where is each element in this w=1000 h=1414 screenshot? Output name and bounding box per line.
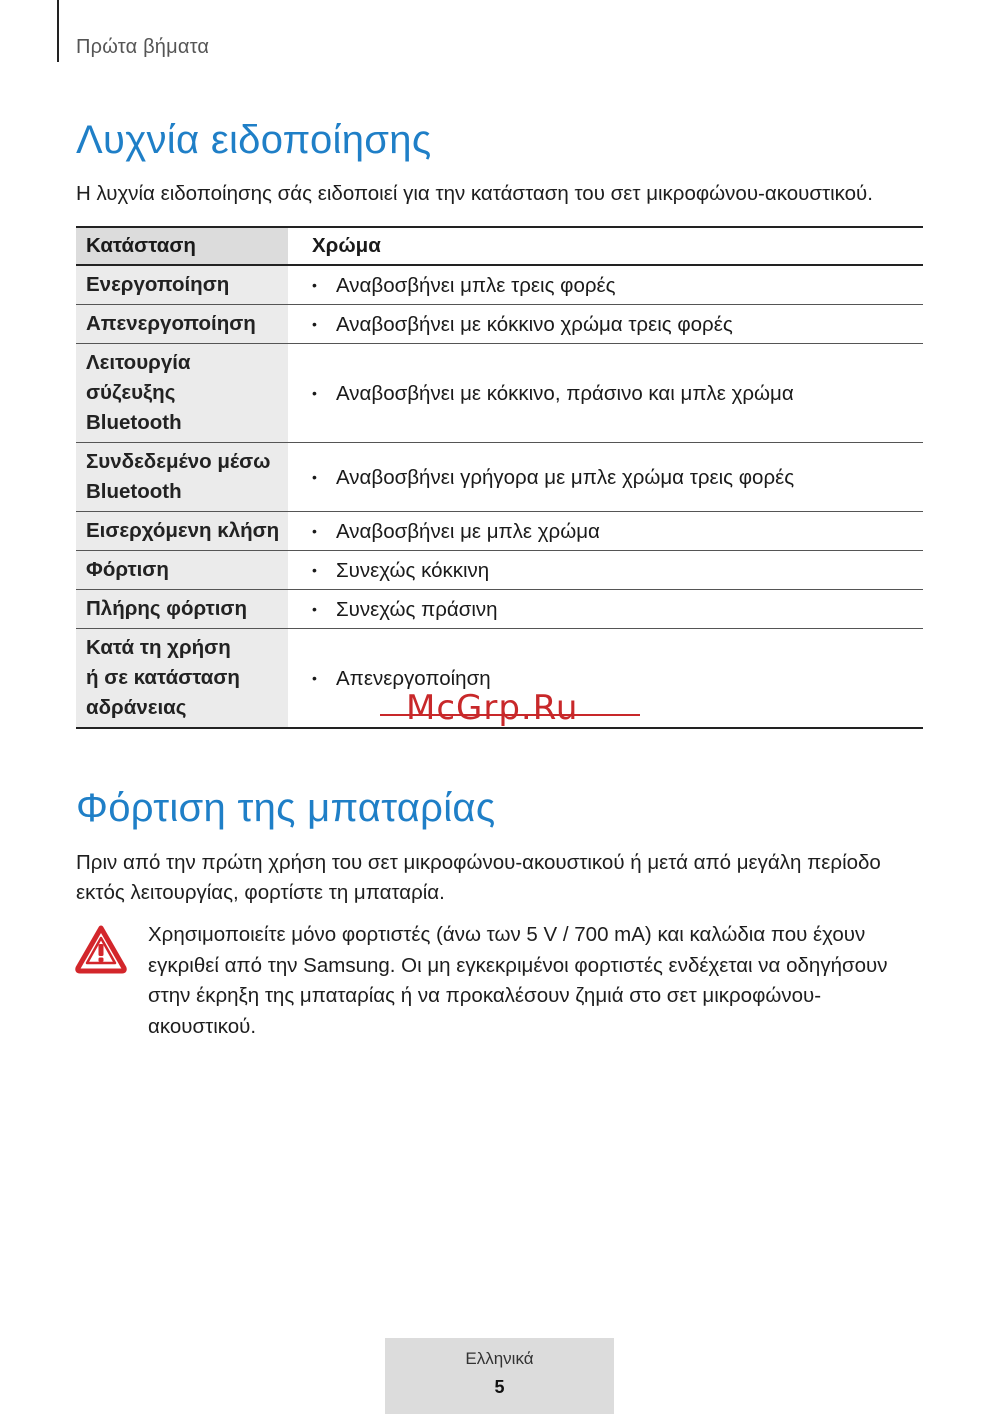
- watermark-text: McGrp.Ru: [406, 688, 579, 728]
- warning-triangle-icon: [74, 924, 128, 974]
- status-cell: [76, 344, 288, 443]
- color-text: Συνεχώς πράσινη: [336, 597, 498, 621]
- led-section-intro: Η λυχνία ειδοποίησης σάς ειδοποιεί για την κατάσταση του σετ μικροφώνου-ακουστικού.: [76, 182, 873, 205]
- color-cell: [288, 443, 923, 512]
- table-row: [76, 265, 923, 305]
- status-line: Απενεργοποίηση: [86, 312, 256, 335]
- margin-rule: [57, 0, 59, 62]
- intro-line: εκτός λειτουργίας, φορτίστε τη μπαταρία.: [76, 881, 445, 904]
- status-cell: [76, 551, 288, 590]
- watermark: [380, 686, 640, 736]
- status-line: Πλήρης φόρτιση: [86, 597, 247, 620]
- color-cell: [288, 265, 923, 305]
- status-line: Κατά τη χρήση: [86, 636, 231, 659]
- status-cell: [76, 265, 288, 305]
- section-header: Πρώτα βήματα: [76, 36, 210, 58]
- status-cell: [76, 629, 288, 729]
- charging-section-title: Φόρτιση της μπαταρίας: [76, 786, 496, 830]
- color-cell: [288, 551, 923, 590]
- status-line: αδράνειας: [86, 696, 187, 719]
- status-line: Συνδεδεμένο μέσω: [86, 450, 271, 473]
- warning-line: στην έκρηξη της μπαταρίας ή να προκαλέσουν ζημιά στο σετ μικροφώνου-: [148, 984, 822, 1007]
- color-text: Αναβοσβήνει με κόκκινο, πράσινο και μπλε χρώμα: [336, 381, 794, 405]
- warning-line: Χρησιμοποιείτε μόνο φορτιστές (άνω των 5 V / 700 mA) και καλώδια που έχουν: [148, 923, 866, 946]
- column-header-status: Κατάσταση: [76, 227, 288, 265]
- status-line: σύζευξης: [86, 381, 176, 404]
- bullet-icon: •: [312, 522, 317, 539]
- status-cell: [76, 512, 288, 551]
- status-line: Bluetooth: [86, 480, 182, 503]
- color-cell: [288, 590, 923, 629]
- bullet-icon: •: [312, 669, 317, 686]
- table-row: [76, 512, 923, 551]
- bullet-icon: •: [312, 315, 317, 332]
- status-line: Εισερχόμενη κλήση: [86, 519, 280, 542]
- status-cell: [76, 443, 288, 512]
- status-line: Φόρτιση: [86, 558, 169, 581]
- warning-line: εγκριθεί από την Samsung. Οι μη εγκεκριμένοι φορτιστές ενδέχεται να οδηγήσουν: [148, 953, 888, 977]
- bullet-icon: •: [312, 600, 317, 617]
- color-cell: [288, 344, 923, 443]
- warning-text: [148, 920, 908, 1042]
- status-line: Ενεργοποίηση: [86, 273, 230, 296]
- color-text: Αναβοσβήνει με μπλε χρώμα: [336, 519, 600, 543]
- table-row: [76, 590, 923, 629]
- color-text: Αναβοσβήνει με κόκκινο χρώμα τρεις φορές: [336, 312, 733, 336]
- intro-line: Πριν από την πρώτη χρήση του σετ μικροφώνου-ακουστικού ή μετά από μεγάλη περίοδο: [76, 851, 881, 874]
- charging-section-intro: [76, 848, 936, 908]
- status-line: Bluetooth: [86, 411, 182, 434]
- table-row: [76, 305, 923, 344]
- color-text: Αναβοσβήνει γρήγορα με μπλε χρώμα τρεις φορές: [336, 465, 795, 489]
- bullet-icon: •: [312, 561, 317, 578]
- table-row: [76, 551, 923, 590]
- led-status-table: [76, 226, 923, 729]
- status-cell: [76, 305, 288, 344]
- color-cell: [288, 305, 923, 344]
- bullet-icon: •: [312, 276, 317, 293]
- status-cell: [76, 590, 288, 629]
- status-line: ή σε κατάσταση: [86, 666, 240, 689]
- led-section-title: Λυχνία ειδοποίησης: [76, 118, 432, 162]
- table-row: [76, 344, 923, 443]
- table-header-row: [76, 227, 923, 265]
- color-cell: [288, 512, 923, 551]
- table-row: [76, 443, 923, 512]
- page-number: 5: [494, 1377, 505, 1397]
- color-text: Συνεχώς κόκκινη: [336, 558, 490, 582]
- bullet-icon: •: [312, 384, 317, 401]
- footer-language: Ελληνικά: [465, 1349, 534, 1368]
- column-header-color: Χρώμα: [312, 234, 381, 257]
- color-text: Αναβοσβήνει μπλε τρεις φορές: [336, 273, 616, 297]
- color-text: Απενεργοποίηση: [336, 666, 491, 690]
- bullet-icon: •: [312, 468, 317, 485]
- table-body: [76, 265, 923, 728]
- page-footer: [385, 1338, 614, 1414]
- warning-line: ακουστικού.: [148, 1014, 257, 1038]
- status-line: Λειτουργία: [86, 351, 191, 374]
